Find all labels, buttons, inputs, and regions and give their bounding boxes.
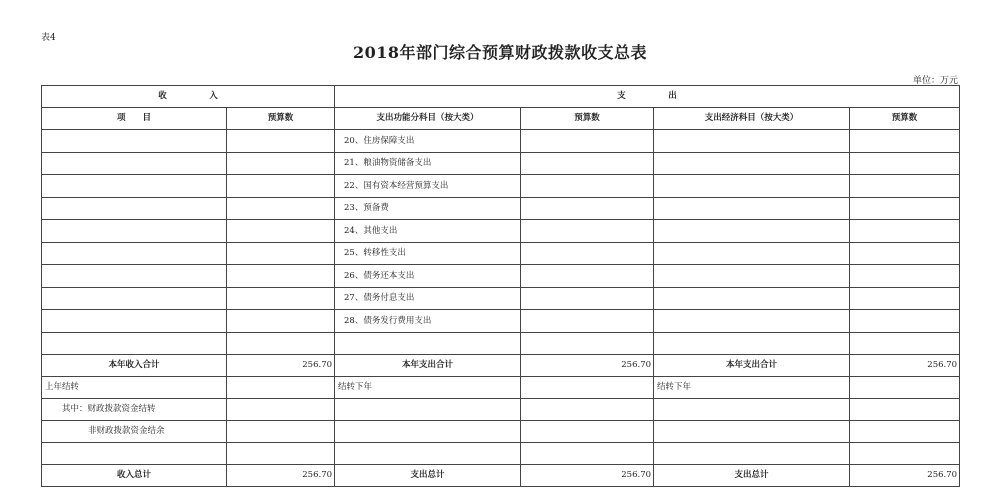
income-grand-value: 256.70: [227, 465, 335, 487]
func-item: 26、债务还本支出: [335, 265, 521, 288]
col-econ-header: 支出经济科目（按大类）: [654, 108, 850, 130]
table-row: [42, 332, 960, 355]
next-year-carry-econ: 结转下年: [654, 377, 850, 399]
col-func-header: 支出功能分科目（按大类）: [335, 108, 521, 130]
func-item: 23、预备费: [335, 197, 521, 220]
func-item: 25、转移性支出: [335, 242, 521, 265]
table-row: [42, 265, 960, 288]
econ-grand-value: 256.70: [850, 465, 960, 487]
carry-row: [42, 377, 960, 399]
income-header: 收 入: [42, 86, 335, 108]
func-item: 20、住房保障支出: [335, 130, 521, 153]
last-year-carry: 上年结转: [42, 377, 227, 399]
col-budget3-header: 预算数: [850, 108, 960, 130]
func-item: 24、其他支出: [335, 220, 521, 243]
col-budget2-header: 预算数: [521, 108, 654, 130]
income-total-value: 256.70: [227, 355, 335, 377]
col-item-header: 项 目: [42, 108, 227, 130]
income-grand-label: 收入总计: [42, 465, 227, 487]
budget-table: [41, 85, 960, 487]
table-row: [42, 443, 960, 465]
expense-grand-value: 256.70: [521, 465, 654, 487]
econ-total-value: 256.70: [850, 355, 960, 377]
next-year-carry-func: 结转下年: [335, 377, 521, 399]
nonfiscal-carry-row: [42, 421, 960, 443]
table-row: [42, 197, 960, 220]
nonfiscal-carry-label: 非财政拨款资金结余: [42, 421, 227, 443]
table-row: [42, 130, 960, 153]
table-row: [42, 287, 960, 310]
fiscal-carry-row: [42, 399, 960, 421]
table-row: [42, 242, 960, 265]
func-item: 27、债务付息支出: [335, 287, 521, 310]
table-row: [42, 220, 960, 243]
table-row: [42, 152, 960, 175]
unit-label: 单位：万元: [912, 76, 958, 86]
page-title: 2018年部门综合预算财政拨款收支总表: [352, 43, 648, 62]
col-budget-header: 预算数: [227, 108, 335, 130]
grand-total-row: [42, 465, 960, 487]
table-row: [42, 175, 960, 198]
fiscal-carry-label: 其中：财政拨款资金结转: [42, 399, 227, 421]
table-row: [42, 310, 960, 333]
func-item: 21、粮油物资储备支出: [335, 152, 521, 175]
column-header-row: [42, 108, 960, 130]
econ-total-label: 本年支出合计: [654, 355, 850, 377]
income-total-label: 本年收入合计: [42, 355, 227, 377]
expense-header: 支 出: [335, 86, 960, 108]
expense-total-label: 本年支出合计: [335, 355, 521, 377]
econ-grand-label: 支出总计: [654, 465, 850, 487]
section-header-row: [42, 86, 960, 108]
year-total-row: [42, 355, 960, 377]
func-item: 28、债务发行费用支出: [335, 310, 521, 333]
table-number: 表4: [41, 33, 56, 43]
expense-grand-label: 支出总计: [335, 465, 521, 487]
expense-total-value: 256.70: [521, 355, 654, 377]
func-item: 22、国有资本经营预算支出: [335, 175, 521, 198]
